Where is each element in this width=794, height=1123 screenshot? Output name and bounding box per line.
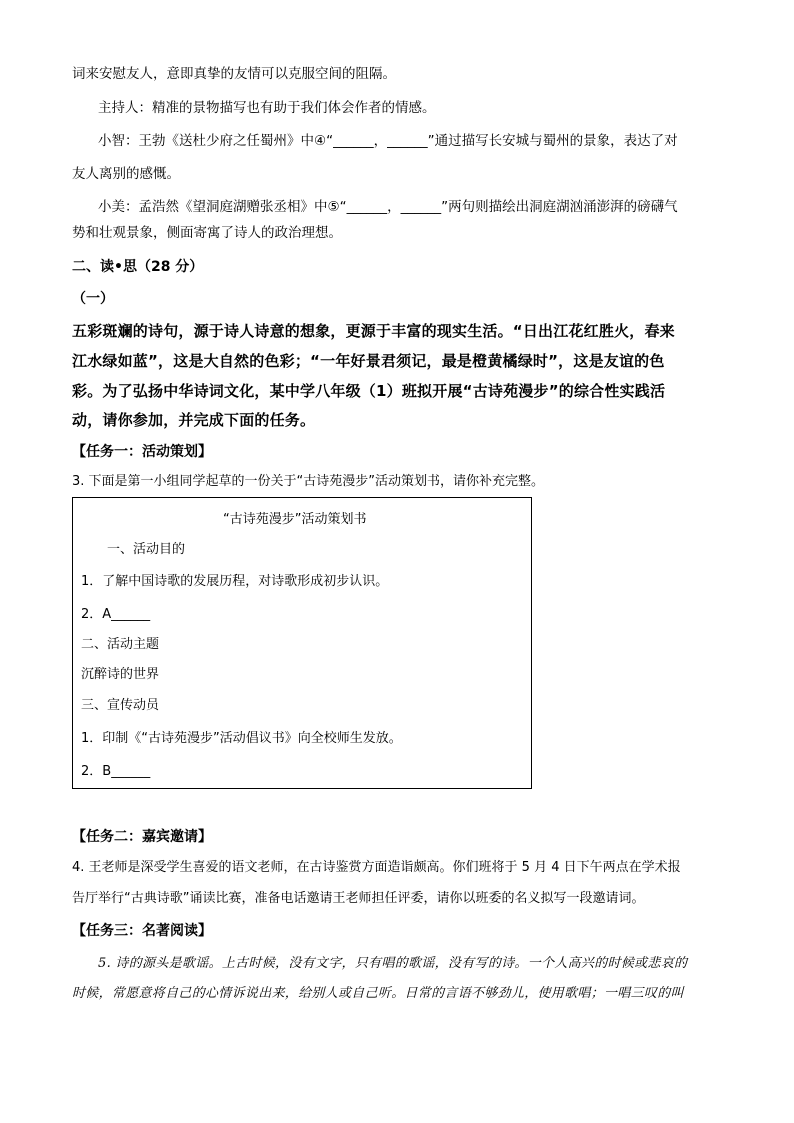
host-line: 主持人：精准的景物描写也有助于我们体会作者的情感。 (98, 100, 436, 116)
intro-line-3: 彩。为了弘扬中华诗词文化，某中学八年级（1）班拟开展“古诗苑漫步”的综合性实践活 (72, 382, 666, 400)
question-4-line-2: 告厅举行“古典诗歌”诵读比赛，准备电话邀请王老师担任评委，请你以班委的名义拟写一段邀请词。 (72, 891, 645, 906)
plan-heading-2: 二、活动主题 (81, 637, 160, 652)
plan-item-4: 2．B______ (81, 764, 151, 779)
plan-item-1: 1．了解中国诗歌的发展历程，对诗歌形成初步认识。 (81, 574, 389, 589)
xiaomei-line-1: 小美：孟浩然《望洞庭湖赠张丞相》中⑤“______，______”两句则描绘出洞庭湖汹涌澎湃的磅礴气 (98, 199, 678, 215)
intro-line-4: 动，请你参加，并完成下面的任务。 (72, 411, 316, 429)
plan-item-3: 1．印制《“古诗苑漫步”活动倡议书》向全校师生发放。 (81, 731, 402, 746)
task3-heading: 【任务三：名著阅读】 (72, 923, 212, 939)
question-4-line-1: 4. 王老师是深受学生喜爱的语文老师，在古诗鉴赏方面造诣颇高。你们班将于 5 月 4 日下午两点在学术报 (72, 860, 681, 875)
xiaomei-line-2: 势和壮观景象，侧面寄寓了诗人的政治理想。 (72, 225, 342, 241)
plan-box (72, 497, 532, 789)
intro-line-1: 五彩斑斓的诗句，源于诗人诗意的想象，更源于丰富的现实生活。“日出江花红胜火，春来 (72, 322, 675, 340)
xiaozhi-line-2: 友人离别的感慨。 (72, 166, 180, 182)
plan-heading-1: 一、活动目的 (107, 542, 186, 557)
xiaozhi-line-1: 小智：王勃《送杜少府之任蜀州》中④“______，______”通过描写长安城与蜀州的景象，表达了对 (98, 133, 678, 149)
plan-theme: 沉醉诗的世界 (81, 667, 160, 682)
text-line: 词来安慰友人，意即真挚的友情可以克服空间的阻隔。 (72, 66, 396, 82)
question-5-line-2: 时候，常愿意将自己的心情诉说出来，给别人或自己听。日常的言语不够劲儿，使用歌唱；一唱三叹的叫 (72, 986, 684, 1001)
task1-heading: 【任务一：活动策划】 (72, 444, 212, 460)
plan-title: “古诗苑漫步”活动策划书 (223, 512, 367, 527)
intro-line-2: 江水绿如蓝”，这是大自然的色彩；“一年好景君须记，最是橙黄橘绿时”，这是友谊的色 (72, 352, 665, 370)
question-3: 3. 下面是第一小组同学起草的一份关于“古诗苑漫步”活动策划书，请你补充完整。 (72, 474, 545, 489)
subsection-title: （一） (72, 291, 114, 307)
section-title: 二、读•思（28 分） (72, 259, 204, 275)
question-5-line-1: 5. 诗的源头是歌谣。上古时候，没有文字，只有唱的歌谣，没有写的诗。一个人高兴的时候或悲哀的 (98, 956, 688, 971)
task2-heading: 【任务二：嘉宾邀请】 (72, 829, 212, 845)
plan-heading-3: 三、宣传动员 (81, 698, 160, 713)
plan-item-2: 2．A______ (81, 607, 151, 622)
